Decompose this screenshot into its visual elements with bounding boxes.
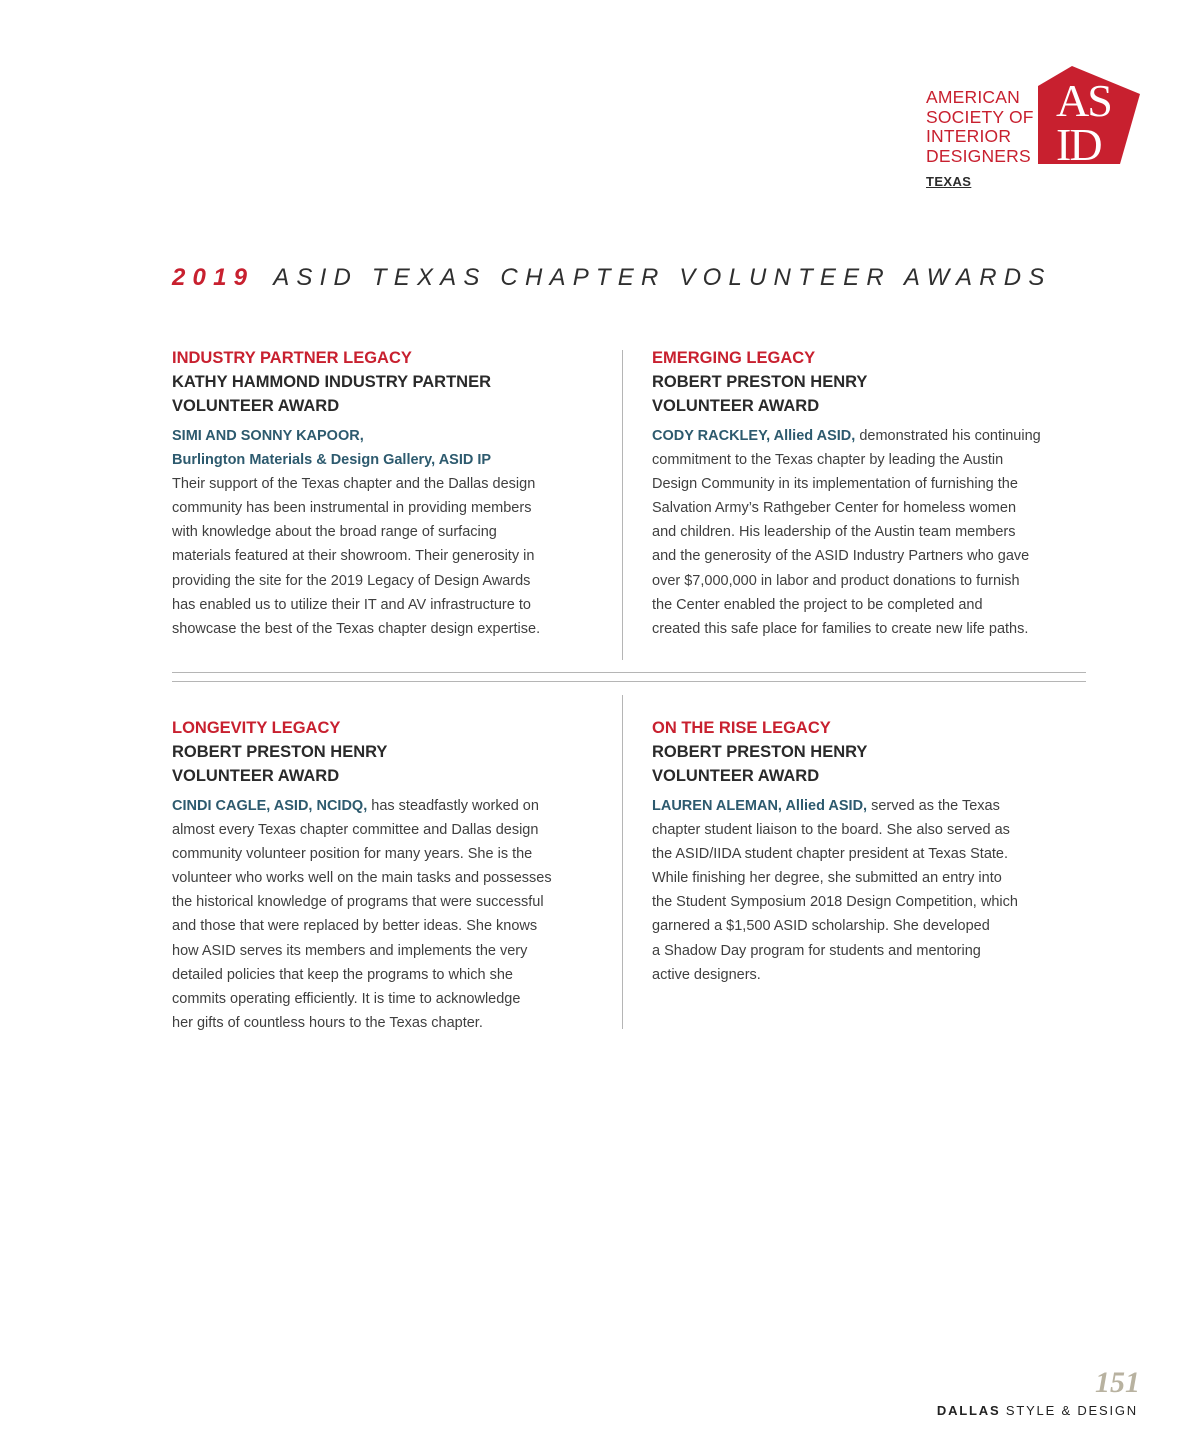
award-name-line: VOLUNTEER AWARD — [172, 397, 340, 415]
title-year: 2019 — [172, 264, 255, 291]
legacy-heading: ON THE RISE LEGACY — [652, 719, 831, 737]
description-line — [652, 617, 1082, 641]
description-text: Salvation Army’s Rathgeber Center for homeless women — [652, 500, 1017, 517]
award-name-line: VOLUNTEER AWARD — [172, 767, 340, 785]
description-text: commitment to the Texas chapter by leading the Austin — [652, 452, 1004, 469]
description-line — [652, 842, 1082, 866]
award-section-industry-partner — [172, 346, 602, 641]
award-name-line: ROBERT PRESTON HENRY — [172, 743, 388, 761]
award-name — [652, 370, 1082, 418]
logo-wordmark — [926, 88, 1034, 166]
row-divider — [172, 672, 1086, 673]
description-text: with knowledge about the broad range of surfacing — [172, 524, 497, 541]
recipient-name: CINDI CAGLE, ASID, NCIDQ, — [172, 798, 368, 814]
logo-line: SOCIETY OF — [926, 106, 1034, 127]
column-divider — [622, 350, 623, 660]
footer-tagline: STYLE & DESIGN — [1005, 1403, 1138, 1418]
description-line — [172, 544, 602, 568]
description-line — [172, 914, 602, 938]
description-line — [652, 963, 1082, 987]
award-name-line: KATHY HAMMOND INDUSTRY PARTNER — [172, 373, 492, 391]
description-text: her gifts of countless hours to the Texas chapter. — [172, 1014, 483, 1031]
page-number: 151 — [1095, 1366, 1140, 1399]
publication-footer — [937, 1403, 1138, 1418]
description-line — [652, 890, 1082, 914]
legacy-heading: EMERGING LEGACY — [652, 349, 816, 367]
description-line — [652, 818, 1082, 842]
recipient-name: LAUREN ALEMAN, Allied ASID, — [652, 798, 868, 814]
description-text: While finishing her degree, she submitted an entry into — [652, 870, 1002, 887]
description-line — [172, 569, 602, 593]
svg-text:AS: AS — [1056, 75, 1111, 126]
description-text: a Shadow Day program for students and mentoring — [652, 942, 981, 959]
award-section-emerging — [652, 346, 1082, 641]
asid-monogram-icon — [1036, 64, 1140, 166]
description-line — [172, 987, 602, 1011]
award-name-line: VOLUNTEER AWARD — [652, 397, 820, 415]
svg-text:ID: ID — [1056, 119, 1101, 166]
description-text: community has been instrumental in providing members — [172, 500, 532, 517]
description-line — [652, 520, 1082, 544]
description-line — [652, 593, 1082, 617]
logo-line: DESIGNERS — [926, 145, 1031, 166]
award-name-line: ROBERT PRESTON HENRY — [652, 373, 868, 391]
description-line — [172, 794, 602, 818]
description-line — [652, 496, 1082, 520]
description-text: Design Community in its implementation of furnishing the — [652, 476, 1018, 493]
column-divider — [622, 695, 623, 1029]
award-name — [652, 740, 1082, 788]
description-text: the Student Symposium 2018 Design Competition, which — [652, 894, 1018, 911]
description-line — [652, 472, 1082, 496]
description-text: served as the Texas — [867, 798, 1000, 814]
award-section-on-the-rise — [652, 716, 1082, 987]
description-text: created this safe place for families to create new life paths. — [652, 620, 1029, 637]
description-line — [652, 569, 1082, 593]
description-text: and those that were replaced by better ideas. She knows — [172, 918, 538, 935]
description-line — [652, 939, 1082, 963]
award-name-line: ROBERT PRESTON HENRY — [652, 743, 868, 761]
description-line — [172, 818, 602, 842]
description-text: has enabled us to utilize their IT and AV infrastructure to — [172, 596, 531, 613]
award-section-longevity — [172, 716, 602, 1035]
recipient-name: CODY RACKLEY, Allied ASID, — [652, 428, 856, 444]
award-description — [652, 424, 1082, 641]
description-text: detailed policies that keep the programs to which she — [172, 966, 513, 983]
description-text: active designers. — [652, 966, 761, 983]
description-line — [652, 794, 1082, 818]
description-line — [172, 496, 602, 520]
legacy-heading: INDUSTRY PARTNER LEGACY — [172, 349, 412, 367]
description-text: providing the site for the 2019 Legacy of Design Awards — [172, 572, 531, 589]
description-text: the Center enabled the project to be completed and — [652, 596, 983, 613]
description-line — [172, 520, 602, 544]
description-line — [652, 544, 1082, 568]
description-line — [652, 448, 1082, 472]
award-name-line: VOLUNTEER AWARD — [652, 767, 820, 785]
description-line — [172, 448, 602, 472]
description-text: has steadfastly worked on — [367, 798, 539, 814]
description-line — [172, 617, 602, 641]
description-text: and the generosity of the ASID Industry Partners who gave — [652, 548, 1030, 565]
logo-line: INTERIOR — [926, 126, 1012, 146]
award-description — [172, 424, 602, 641]
award-name — [172, 370, 602, 418]
award-description — [172, 794, 602, 1035]
description-text: commits operating efficiently. It is time to acknowledge — [172, 990, 521, 1007]
logo-chapter-label: TEXAS — [926, 174, 972, 189]
page-title — [172, 264, 1052, 292]
description-line — [172, 472, 602, 496]
recipient-name: SIMI AND SONNY KAPOOR, — [172, 428, 364, 444]
description-text: chapter student liaison to the board. She also served as — [652, 822, 1010, 839]
description-line — [652, 914, 1082, 938]
footer-brand: DALLAS — [936, 1403, 1001, 1418]
logo-line: AMERICAN — [926, 87, 1020, 107]
description-text: demonstrated his continuing — [855, 428, 1041, 444]
award-name — [172, 740, 602, 788]
row-divider — [172, 681, 1086, 682]
description-text: the historical knowledge of programs that were successful — [172, 894, 544, 911]
title-text: ASID TEXAS CHAPTER VOLUNTEER AWARDS — [273, 264, 1052, 291]
legacy-heading: LONGEVITY LEGACY — [172, 719, 341, 737]
asid-texas-logo — [924, 64, 1140, 190]
description-text: Their support of the Texas chapter and the Dallas design — [172, 476, 536, 493]
description-text: how ASID serves its members and implements the very — [172, 942, 528, 959]
description-text: volunteer who works well on the main tasks and possesses — [172, 870, 552, 887]
description-text: over $7,000,000 in labor and product donations to furnish — [652, 572, 1020, 589]
description-text: community volunteer position for many years. She is the — [172, 846, 533, 863]
description-text: garnered a $1,500 ASID scholarship. She developed — [652, 918, 990, 935]
description-line — [172, 842, 602, 866]
description-text: almost every Texas chapter committee and Dallas design — [172, 822, 539, 839]
description-line — [652, 866, 1082, 890]
description-line — [652, 424, 1082, 448]
description-line — [172, 963, 602, 987]
description-line — [172, 593, 602, 617]
description-text: and children. His leadership of the Austin team members — [652, 524, 1016, 541]
description-line — [172, 1011, 602, 1035]
description-text: the ASID/IIDA student chapter president at Texas State. — [652, 846, 1009, 863]
description-line — [172, 939, 602, 963]
description-text: materials featured at their showroom. Their generosity in — [172, 548, 535, 565]
description-text: showcase the best of the Texas chapter design expertise. — [172, 620, 541, 637]
description-line — [172, 890, 602, 914]
recipient-name: Burlington Materials & Design Gallery, ASID IP — [172, 452, 492, 469]
description-line — [172, 866, 602, 890]
award-description — [652, 794, 1082, 987]
description-line — [172, 424, 602, 448]
